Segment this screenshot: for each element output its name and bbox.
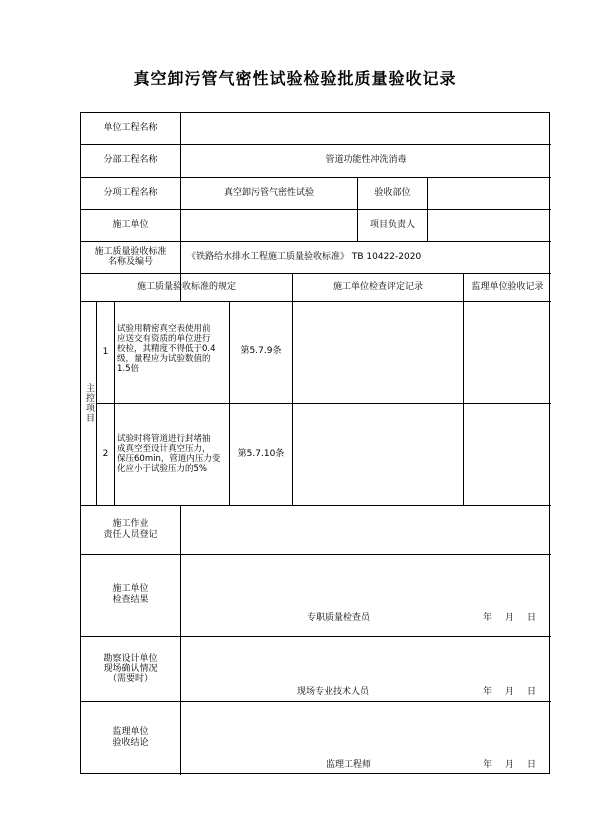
date-month: 月 — [505, 613, 515, 623]
construction-unit-value[interactable] — [181, 209, 357, 241]
date-day: 日 — [527, 760, 537, 770]
supervisor-record-column-header: 监理单位验收记录 — [471, 281, 544, 292]
construction-unit-label: 施工单位 — [112, 219, 149, 230]
item-clause: 第5.7.9条 — [240, 346, 282, 356]
standard-value: 《铁路给水排水工程施工质量验收标准》 TB 10422-2020 — [187, 251, 422, 262]
item-contractor-record[interactable] — [293, 403, 463, 505]
date-year: 年 — [483, 687, 493, 697]
contractor-check-column-header: 施工单位检查评定记录 — [332, 281, 423, 292]
item-supervisor-record[interactable] — [464, 301, 551, 403]
supervisor-conclusion-label: 监理单位 验收结论 — [112, 727, 149, 748]
item-number: 1 — [102, 346, 109, 357]
item-contractor-record[interactable] — [293, 301, 463, 403]
personnel-value[interactable] — [181, 505, 551, 554]
date-day: 日 — [527, 613, 537, 623]
acceptance-record-table — [80, 112, 550, 774]
design-confirm-label: 勘察设计单位 现场确认情况 （需要时） — [103, 653, 158, 684]
main-control-label: 主控项目 — [84, 383, 94, 423]
subitem-label: 分项工程名称 — [103, 187, 158, 198]
unit-project-label: 单位工程名称 — [103, 123, 158, 133]
standard-label: 施工质量验收标准 名称及编号 — [94, 247, 167, 267]
date-year: 年 — [483, 613, 493, 623]
supervisor-signer: 监理工程师 — [326, 760, 372, 770]
unit-project-value[interactable] — [181, 113, 551, 144]
item-requirement: 试验时将管道进行封堵抽 成真空至设计真空压力， 保压60min，管道内压力变 化应小于试验压力的5% — [117, 434, 221, 474]
item-number: 2 — [102, 448, 109, 459]
acceptance-part-value[interactable] — [428, 177, 551, 209]
date-month: 月 — [505, 687, 515, 697]
item-clause: 第5.7.10条 — [237, 448, 285, 459]
contractor-check-label: 施工单位 检查结果 — [112, 584, 149, 605]
date-month: 月 — [505, 760, 515, 770]
division-label: 分部工程名称 — [103, 155, 158, 165]
design-signer: 现场专业技术人员 — [297, 687, 370, 697]
spec-column-header: 施工质量验收标准的规定 — [136, 281, 236, 292]
date-year: 年 — [483, 760, 493, 770]
page-title: 真空卸污管气密性试验检验批质量验收记录 — [133, 69, 457, 88]
item-supervisor-record[interactable] — [464, 403, 551, 505]
project-manager-label: 项目负责人 — [369, 219, 415, 230]
subitem-value[interactable]: 真空卸污管气密性试验 — [223, 187, 314, 198]
project-manager-value[interactable] — [428, 209, 551, 241]
item-requirement: 试验用精密真空表使用前 应送交有资质的单位进行 校检，其精度不得低于0.4 级，量程应为试验数值的 1.5倍 — [117, 324, 216, 374]
acceptance-part-label: 验收部位 — [374, 187, 411, 198]
contractor-signer: 专职质量检查员 — [307, 613, 371, 623]
personnel-label: 施工作业 责任人员登记 — [103, 518, 158, 540]
division-value[interactable]: 管道功能性冲洗消毒 — [325, 155, 407, 165]
date-day: 日 — [527, 687, 537, 697]
